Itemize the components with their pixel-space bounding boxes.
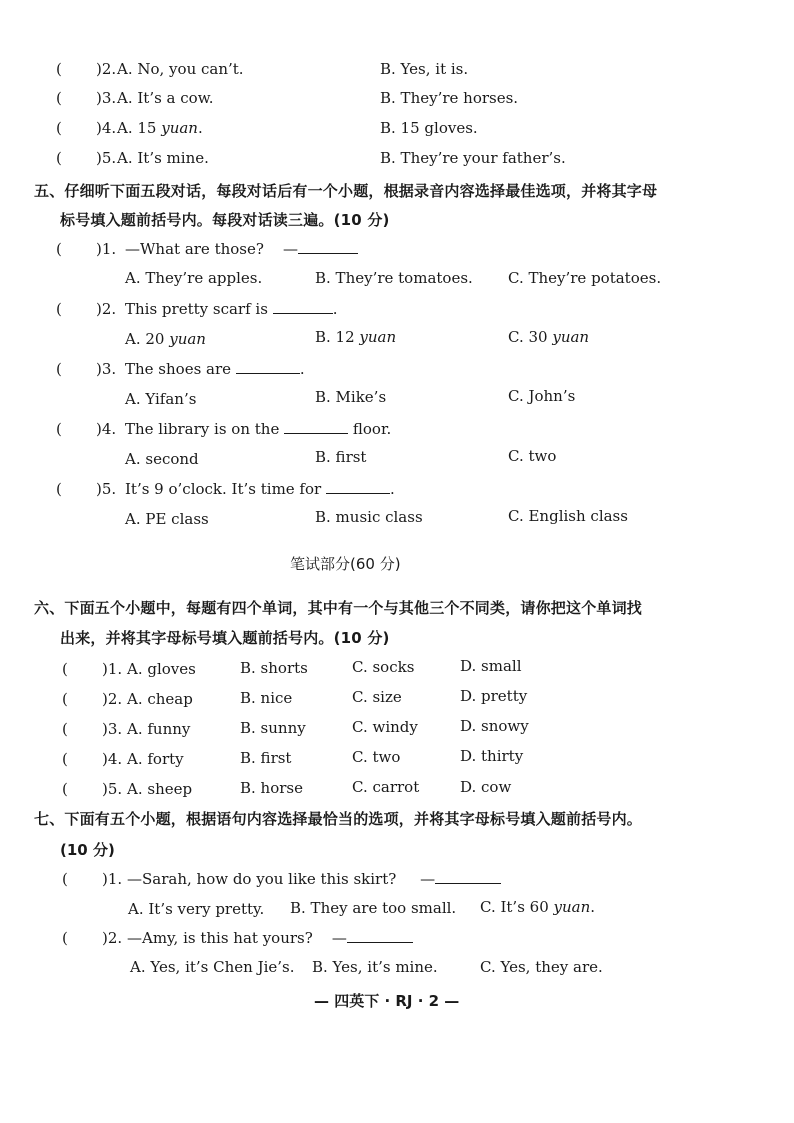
option-b: B. Yes, it is. [380, 60, 469, 78]
question-text: It’s 9 o’clock. It’s time for . [125, 480, 395, 498]
section-5-heading-line2: 标号填入题前括号内。每段对话读三遍。(10 分) [60, 211, 390, 229]
option-b: B. They’re tomatoes. [315, 269, 473, 287]
option-c: C. socks [352, 658, 415, 676]
option-c: C. It’s 60 yuan. [480, 898, 596, 916]
answer-blank[interactable] [347, 930, 413, 943]
option-c: C. size [352, 688, 402, 706]
option-a: A. gloves [127, 660, 196, 678]
option-a: A. PE class [125, 510, 209, 528]
option-a: A. second [125, 450, 199, 468]
question-text: This pretty scarf is . [125, 300, 338, 318]
answer-blank[interactable] [326, 481, 390, 494]
option-b: B. Mike’s [315, 388, 387, 406]
option-b: B. horse [240, 779, 303, 797]
option-c: C. two [352, 748, 401, 766]
option-a: A. Yifan’s [125, 390, 197, 408]
answer-blank[interactable] [236, 361, 300, 374]
option-a: A. funny [127, 720, 191, 738]
option-c: C. Yes, they are. [480, 958, 603, 976]
option-c: C. English class [508, 507, 628, 525]
option-c: C. 30 yuan [508, 328, 590, 346]
option-b: B. shorts [240, 659, 308, 677]
option-b: B. They are too small. [290, 899, 457, 917]
option-a: A. 15 yuan. [117, 119, 203, 137]
option-b: B. first [315, 448, 367, 466]
option-a: A. sheep [127, 780, 193, 798]
option-a: A. It’s a cow. [117, 89, 214, 107]
option-a: A. cheap [127, 690, 193, 708]
option-a: A. No, you can’t. [117, 60, 244, 78]
option-a: A. forty [127, 750, 184, 768]
option-c: C. two [508, 447, 557, 465]
question-text: —What are those? — [125, 240, 358, 258]
option-b: B. music class [315, 508, 423, 526]
option-b: B. They’re horses. [380, 89, 519, 107]
option-b: B. first [240, 749, 292, 767]
option-b: B. Yes, it’s mine. [312, 958, 438, 976]
option-a: A. Yes, it’s Chen Jie’s. [130, 958, 295, 976]
written-part-title: 笔试部分(60 分) [290, 555, 401, 573]
option-a: A. They’re apples. [125, 269, 263, 287]
option-b: B. They’re your father’s. [380, 149, 566, 167]
answer-blank[interactable] [298, 241, 358, 254]
option-c: C. They’re potatoes. [508, 269, 662, 287]
question-text: The library is on the floor. [125, 420, 392, 438]
option-d: D. pretty [460, 687, 528, 705]
page-footer: — 四英下 · RJ · 2 — [314, 992, 460, 1010]
option-b: B. 12 yuan [315, 328, 397, 346]
section-6-heading-line2: 出来，并将其字母标号填入题前括号内。(10 分) [60, 629, 390, 647]
answer-blank[interactable] [273, 301, 333, 314]
option-c: C. John’s [508, 387, 576, 405]
section-7-heading-line1: 七、下面有五个小题，根据语句内容选择最恰当的选项，并将其字母标号填入题前括号内。 [34, 810, 643, 828]
option-c: C. carrot [352, 778, 420, 796]
question-text: —Amy, is this hat yours? — [127, 929, 413, 947]
section-5-heading-line1: 五、仔细听下面五段对话，每段对话后有一个小题，根据录音内容选择最佳选项，并将其字母 [34, 182, 658, 200]
question-text: —Sarah, how do you like this skirt? — [127, 870, 501, 888]
option-d: D. small [460, 657, 522, 675]
option-a: A. 20 yuan [125, 330, 206, 348]
option-b: B. nice [240, 689, 293, 707]
answer-blank[interactable] [435, 871, 501, 884]
option-a: A. It’s mine. [117, 149, 209, 167]
option-b: B. sunny [240, 719, 306, 737]
section-6-heading-line1: 六、下面五个小题中，每题有四个单词，其中有一个与其他三个不同类，请你把这个单词找 [34, 599, 643, 617]
option-c: C. windy [352, 718, 418, 736]
answer-blank[interactable] [284, 421, 348, 434]
option-d: D. thirty [460, 747, 524, 765]
option-b: B. 15 gloves. [380, 119, 478, 137]
question-text: The shoes are . [125, 360, 305, 378]
option-d: D. cow [460, 778, 512, 796]
option-a: A. It’s very pretty. [128, 900, 265, 918]
option-d: D. snowy [460, 717, 529, 735]
section-7-heading-line2: (10 分) [60, 841, 115, 859]
